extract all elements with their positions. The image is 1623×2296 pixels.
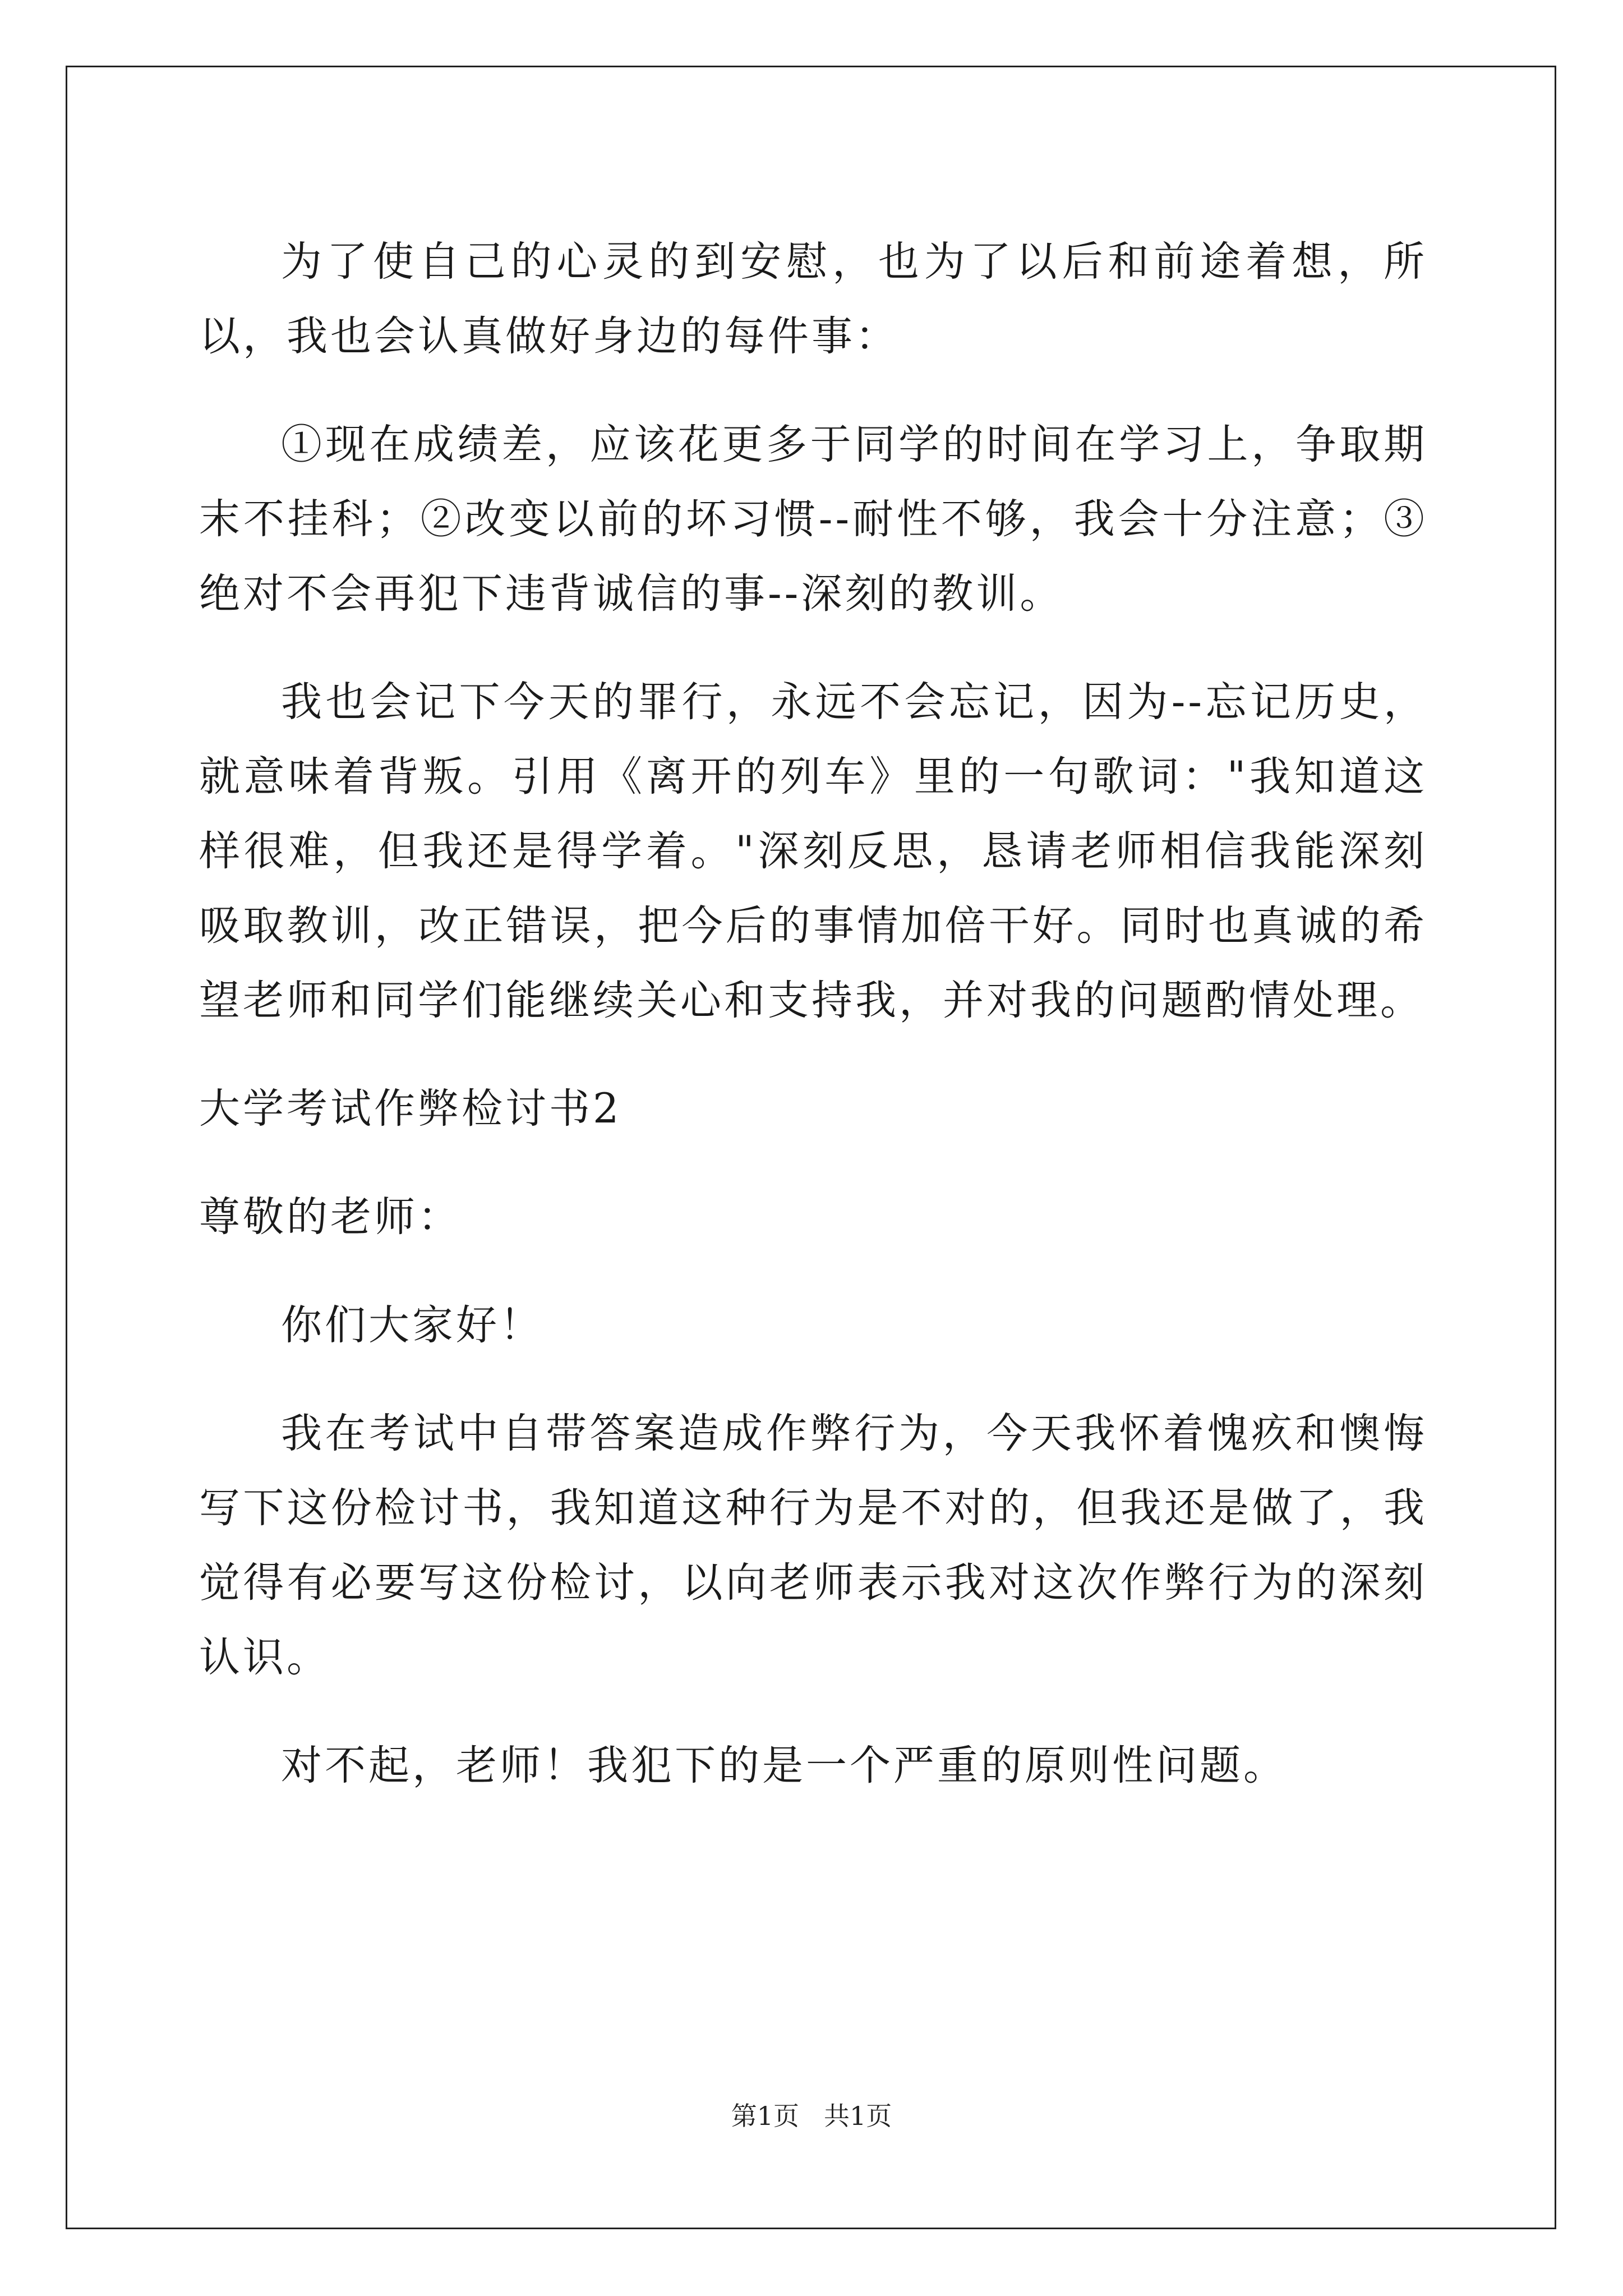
paragraph-3: 我也会记下今天的罪行，永远不会忘记，因为--忘记历史，就意味着背叛。引用《离开的列车》里的一句歌词："我知道这样很难，但我还是得学着。"深刻反思，恳请老师相信我能深刻吸取教训，改正错误，把今后的事情加倍干好。同时也真诚的希望老师和同学们能继续关心和支持我，并对我的问题酌情处理。 <box>199 678 1427 1024</box>
salutation: 尊敬的老师： <box>199 1193 462 1241</box>
document-body <box>199 224 1427 1837</box>
page-number: 第1页 <box>731 2101 799 2131</box>
paragraph-2: ①现在成绩差，应该花更多于同学的时间在学习上，争取期末不挂科；②改变以前的坏习惯--耐性不够，我会十分注意；③绝对不会再犯下违背诚信的事--深刻的教训。 <box>199 421 1427 618</box>
greeting: 你们大家好！ <box>281 1301 543 1349</box>
page-footer <box>0 2099 1623 2133</box>
section-heading: 大学考试作弊检讨书2 <box>199 1085 622 1133</box>
paragraph-1: 为了使自己的心灵的到安慰，也为了以后和前途着想，所以，我也会认真做好身边的每件事： <box>199 238 1427 360</box>
paragraph-5: 对不起，老师！我犯下的是一个严重的原则性问题。 <box>281 1742 1287 1789</box>
page-total: 共1页 <box>824 2101 892 2131</box>
paragraph-4: 我在考试中自带答案造成作弊行为，今天我怀着愧疚和懊悔写下这份检讨书，我知道这种行为是不对的，但我还是做了，我觉得有必要写这份检讨，以向老师表示我对这次作弊行为的深刻认识。 <box>199 1410 1427 1681</box>
